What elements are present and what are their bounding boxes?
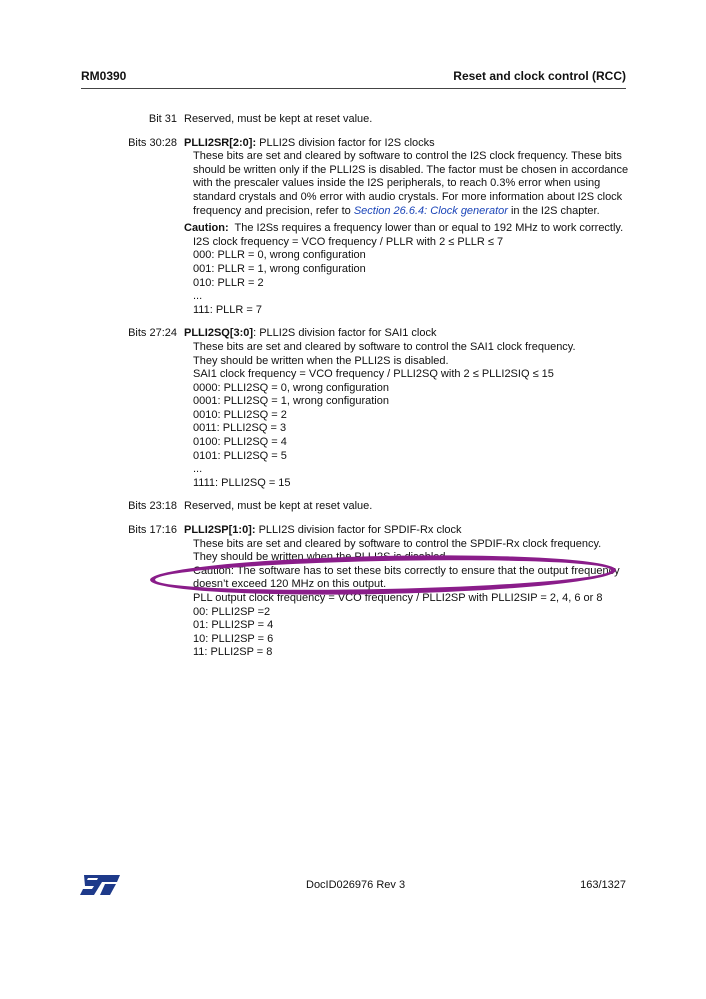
st-logo-icon [78, 873, 122, 897]
value-line: 001: PLLR = 1, wrong configuration [193, 262, 366, 275]
desc-line: SAI1 clock frequency = VCO frequency / PLLI2SQ with 2 ≤ PLLI2SIQ ≤ 15 [193, 368, 554, 381]
caution-note [184, 222, 706, 317]
bit-label: Bits 30:28 [128, 136, 177, 149]
value-line: ... [193, 463, 203, 476]
value-line: 1111: PLLI2SQ = 15 [193, 476, 291, 489]
desc-line: should be written only if the PLLI2S is disabled. The factor must be chosen in accordance [193, 163, 629, 176]
desc-line: standard crystals and 0% error with audio crystals. For more information about I2S clock [193, 190, 623, 203]
field-name: PLLI2SQ[3:0] [184, 327, 254, 340]
value-line: 11: PLLI2SP = 8 [193, 646, 273, 659]
field-title [184, 327, 706, 341]
caution-text: The I2Ss requires a frequency lower than or equal to 192 MHz to work correctly. [234, 222, 624, 235]
doc-id-header: RM0390 [81, 69, 127, 83]
doc-revision: DocID026976 Rev 3 [306, 879, 406, 891]
value-line: 00: PLLI2SP =2 [193, 605, 271, 618]
desc-line [193, 205, 706, 219]
value-line: 000: PLLR = 0, wrong configuration [193, 249, 366, 262]
page-number: 163/1327 [580, 879, 626, 891]
value-line: 010: PLLR = 2 [193, 276, 264, 289]
desc-line: These bits are set and cleared by software to control the SPDIF-Rx clock frequency. [193, 537, 602, 550]
value-line: 0001: PLLI2SQ = 1, wrong configuration [193, 395, 389, 408]
caution-label: Caution: [184, 222, 229, 235]
bit-label: Bits 23:18 [128, 500, 177, 513]
value-line: I2S clock frequency = VCO frequency / PLLR with 2 ≤ PLLR ≤ 7 [193, 235, 504, 248]
bits-30-28-block [0, 137, 706, 318]
field-name: PLLI2SP[1:0]: [184, 524, 256, 537]
field-summary: PLLI2S division factor for SPDIF-Rx clock [255, 524, 462, 537]
bits-23-18-block [0, 500, 706, 514]
bit-label: Bit 31 [148, 113, 177, 125]
desc-line: These bits are set and cleared by software to control the I2S clock frequency. These bits [193, 150, 622, 163]
clock-generator-link[interactable]: Section 26.6.4: Clock generator [353, 204, 508, 217]
header-divider [81, 88, 626, 89]
value-line: 0000: PLLI2SQ = 0, wrong configuration [193, 381, 389, 394]
value-line: 0010: PLLI2SQ = 2 [193, 408, 287, 421]
caution-line: doesn’t exceed 120 MHz on this output. [193, 578, 387, 591]
desc-line: with the prescaler values inside the I2S peripherals, to reach 0.3% error when using [193, 177, 601, 190]
bits-27-24-block [0, 327, 706, 490]
desc-text: in the I2S chapter. [507, 204, 600, 217]
value-line: 01: PLLI2SP = 4 [193, 619, 274, 632]
st-logo [78, 873, 122, 902]
desc-line: PLL output clock frequency = VCO frequency / PLLI2SP with PLLI2SIP = 2, 4, 6 or 8 [193, 592, 603, 604]
desc-text: frequency and precision, refer to [193, 204, 354, 217]
bit-label: Bits 27:24 [128, 327, 177, 340]
field-title [184, 524, 706, 538]
bit-31-block [0, 113, 706, 127]
field-summary: : PLLI2S division factor for SAI1 clock [253, 327, 437, 340]
value-line: 0100: PLLI2SQ = 4 [193, 436, 287, 449]
bit-label: Bits 17:16 [128, 524, 177, 537]
value-line: 0101: PLLI2SQ = 5 [193, 449, 287, 462]
section-title-header: Reset and clock control (RCC) [453, 69, 626, 83]
desc-line: They should be written when the PLLI2S is disabled. [193, 551, 449, 564]
desc-line: They should be written when the PLLI2S is disabled. [193, 354, 449, 367]
desc-line: These bits are set and cleared by software to control the SAI1 clock frequency. [193, 340, 576, 353]
value-line: ... [193, 290, 203, 303]
value-line: 111: PLLR = 7 [193, 303, 263, 316]
bit-text: Reserved, must be kept at reset value. [184, 113, 373, 125]
caution-line: Caution: The software has to set these bits correctly to ensure that the output frequency [193, 564, 620, 577]
value-line: 0011: PLLI2SQ = 3 [193, 422, 287, 435]
field-name: PLLI2SR[2:0]: [184, 136, 257, 149]
bit-text: Reserved, must be kept at reset value. [184, 500, 373, 513]
value-line: 10: PLLI2SP = 6 [193, 632, 274, 645]
field-title [184, 137, 706, 151]
field-summary: PLLI2S division factor for I2S clocks [256, 136, 435, 149]
